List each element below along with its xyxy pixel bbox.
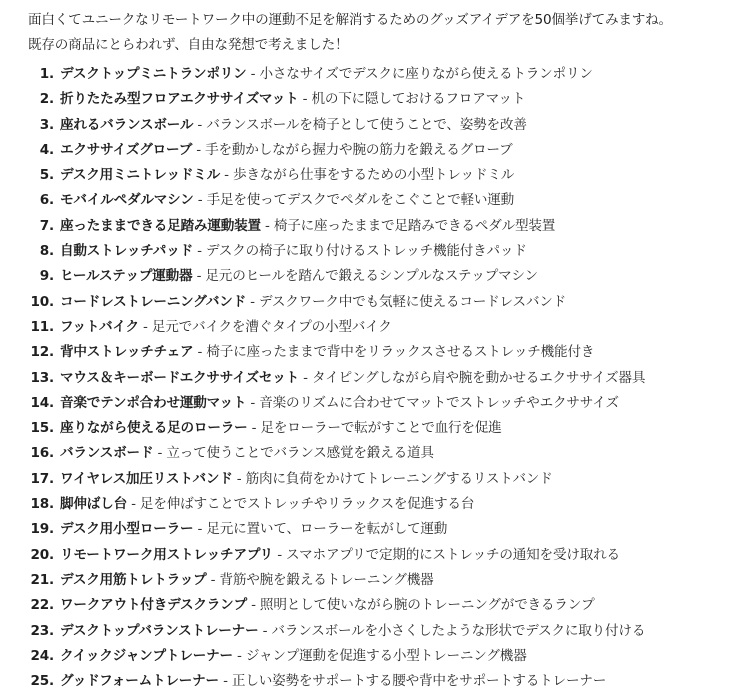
list-item-separator: - [206,571,220,588]
list-item-title: ヒールステップ運動器 [60,268,193,285]
list-item-separator: - [193,521,207,538]
list-item-description: 手を動かしながら握力や腕の筋力を鍛えるグローブ [205,141,513,158]
list-item-title: 折りたたみ型フロアエクササイズマット [60,91,299,108]
list-item [28,315,754,340]
list-item-number: 24. [30,647,54,664]
list-item-number: 15. [30,420,54,437]
list-item [28,366,754,391]
list-item-separator: - [218,673,232,690]
list-item-title: グッドフォームトレーナー [60,673,219,690]
list-item-title: モバイルペダルマシン [60,192,194,209]
idea-list [28,62,754,694]
list-item [28,593,754,618]
list-item-separator: - [192,268,206,285]
list-item-title: デスクトップミニトランポリン [60,66,247,82]
list-item-separator: - [153,445,167,462]
list-item-description: 足をローラーで転がすことで血行を促進 [260,420,502,437]
intro-line-2: 既存の商品にとらわれず、自由な発想で考えました！ [28,37,349,53]
list-item [28,214,754,239]
list-item-separator: - [246,293,259,310]
list-item-title: 座ったままできる足踏み運動装置 [60,217,261,234]
list-item-title: マウス＆キーボードエクササイズセット [60,369,300,386]
list-item-title: リモートワーク用ストレッチアプリ [60,546,274,563]
list-item [28,188,754,213]
list-item-separator: - [138,318,152,335]
list-item [28,87,754,112]
list-item-number: 13. [30,369,54,386]
list-item-description: 筋肉に負荷をかけてトレーニングするリストバンド [245,470,553,487]
list-item-separator: - [232,470,246,487]
list-item-separator: - [193,192,207,209]
list-item-number: 12. [30,344,54,361]
list-item-description: 足元のヒールを踏んで鍛えるシンプルなステップマシン [205,268,538,285]
list-item-separator: - [232,647,246,664]
list-item-number: 17. [30,470,54,487]
list-item-description: 立って使うことでバランス感覚を鍛える道具 [166,445,434,462]
list-item-number: 23. [30,622,54,639]
list-item-description: 照明として使いながら腕のトレーニングができるランプ [259,597,595,614]
list-item [28,517,754,542]
list-item-description: デスクの椅子に取り付けるストレッチ機能付きパッド [205,243,527,260]
list-item [28,467,754,492]
list-item [28,416,754,441]
list-item [28,163,754,188]
list-item-title: エクササイズグローブ [60,141,193,158]
list-item-separator: - [247,420,261,437]
list-item-title: 脚伸ばし台 [60,496,127,513]
list-item-description: 小さなサイズでデスクに座りながら使えるトランポリン [259,66,593,82]
intro-line-1: 面白くてユニークなリモートワーク中の運動不足を解消するためのグッズアイデアを50個挙げてみますね。 [28,12,672,28]
list-item-description: バランスボールを椅子として使うことで、姿勢を改善 [206,116,527,133]
list-item-title: コードレストレーニングバンド [60,293,247,310]
list-item-title: 音楽でテンポ合わせ運動マット [60,394,247,411]
list-item-description: 歩きながら仕事をするための小型トレッドミル [233,167,515,184]
list-item-number: 11. [30,318,54,335]
list-item-number: 19. [30,521,54,538]
list-item-description: 足元に置いて、ローラーを転がして運動 [206,521,448,538]
list-item-description: バランスボールを小さくしたような形状でデスクに取り付ける [271,622,646,639]
list-item [28,391,754,416]
list-item [28,441,754,466]
list-item-title: ワークアウト付きデスクランプ [60,597,247,614]
response-body [28,8,754,694]
list-item-title: デスク用ミニトレッドミル [60,167,221,184]
list-item-separator: - [273,546,287,563]
list-item-number: 21. [30,571,54,588]
list-item [28,113,754,138]
list-item-description: 足元でバイクを漕ぐタイプの小型バイク [151,318,392,335]
list-item-separator: - [220,167,233,184]
list-item-number: 7. [39,217,54,234]
list-item-number: 5. [39,167,54,184]
list-item-separator: - [126,496,140,513]
list-item [28,264,754,289]
list-item [28,669,754,694]
list-item-separator: - [298,91,312,108]
list-item-number: 25. [30,673,54,690]
list-item [28,644,754,669]
list-item [28,619,754,644]
list-item-number: 18. [30,496,54,513]
list-item-description: スマホアプリで定期的にストレッチの通知を受け取れる [286,546,620,563]
list-item-number: 6. [39,192,54,209]
list-item [28,492,754,517]
list-item-number: 10. [30,293,54,310]
list-item-separator: - [193,116,207,133]
list-item-separator: - [246,394,260,411]
list-item-title: クイックジャンプトレーナー [60,647,233,664]
list-item-separator: - [246,597,260,614]
list-item-description: タイピングしながら肩や腕を動かせるエクササイズ器具 [312,369,646,386]
list-item-number: 16. [30,445,54,462]
list-item-description: 正しい姿勢をサポートする腰や背中をサポートするトレーナー [231,673,607,690]
list-item-title: 自動ストレッチパッド [60,243,193,260]
list-item-title: バランスボード [60,445,154,462]
list-item [28,290,754,315]
list-item-title: デスク用小型ローラー [60,521,194,538]
list-item-title: 座りながら使える足のローラー [60,420,248,437]
list-item [28,138,754,163]
list-item-description: 手足を使ってデスクでペダルをこぐことで軽い運動 [206,192,515,209]
list-item-separator: - [192,141,206,158]
list-item-separator: - [246,66,260,82]
list-item-description: ジャンプ運動を促進する小型トレーニング機器 [245,647,527,664]
list-item [28,543,754,568]
list-item-description: デスクワーク中でも気軽に使えるコードレスバンド [258,293,567,310]
list-item-number: 9. [39,268,54,285]
list-item-description: 机の下に隠しておけるフロアマット [311,91,526,108]
list-item [28,239,754,264]
list-item-title: デスクトップバランストレーナー [60,622,259,639]
list-item-title: ワイヤレス加圧リストバンド [60,470,233,487]
list-item-number: 3. [39,116,54,133]
list-item-separator: - [260,217,274,234]
list-item-number: 2. [39,91,54,108]
list-item-number: 14. [30,394,54,411]
list-item-description: 椅子に座ったままで足踏みできるペダル型装置 [273,217,556,234]
list-item [28,340,754,365]
list-item-title: 座れるバランスボール [60,116,194,133]
list-item-description: 背筋や腕を鍛えるトレーニング機器 [219,571,434,588]
list-item-title: デスク用筋トレトラップ [60,571,207,588]
list-item-number: 1. [39,66,54,82]
list-item-separator: - [193,344,207,361]
list-item-number: 20. [30,546,54,563]
list-item-separator: - [258,622,272,639]
list-item-description: 足を伸ばすことでストレッチやリラックスを促進する台 [139,496,475,513]
list-item-title: 背中ストレッチチェア [60,344,194,361]
list-item-number: 22. [30,597,54,614]
list-item-description: 椅子に座ったままで背中をリラックスさせるストレッチ機能付き [206,344,595,361]
list-item [28,568,754,593]
list-item [28,62,754,87]
list-item-number: 8. [39,243,54,260]
list-item-title: フットバイク [60,318,139,335]
list-item-number: 4. [39,141,54,158]
list-item-separator: - [193,243,206,260]
list-item-separator: - [299,369,312,386]
list-item-description: 音楽のリズムに合わせてマットでストレッチやエクササイズ [259,394,619,411]
